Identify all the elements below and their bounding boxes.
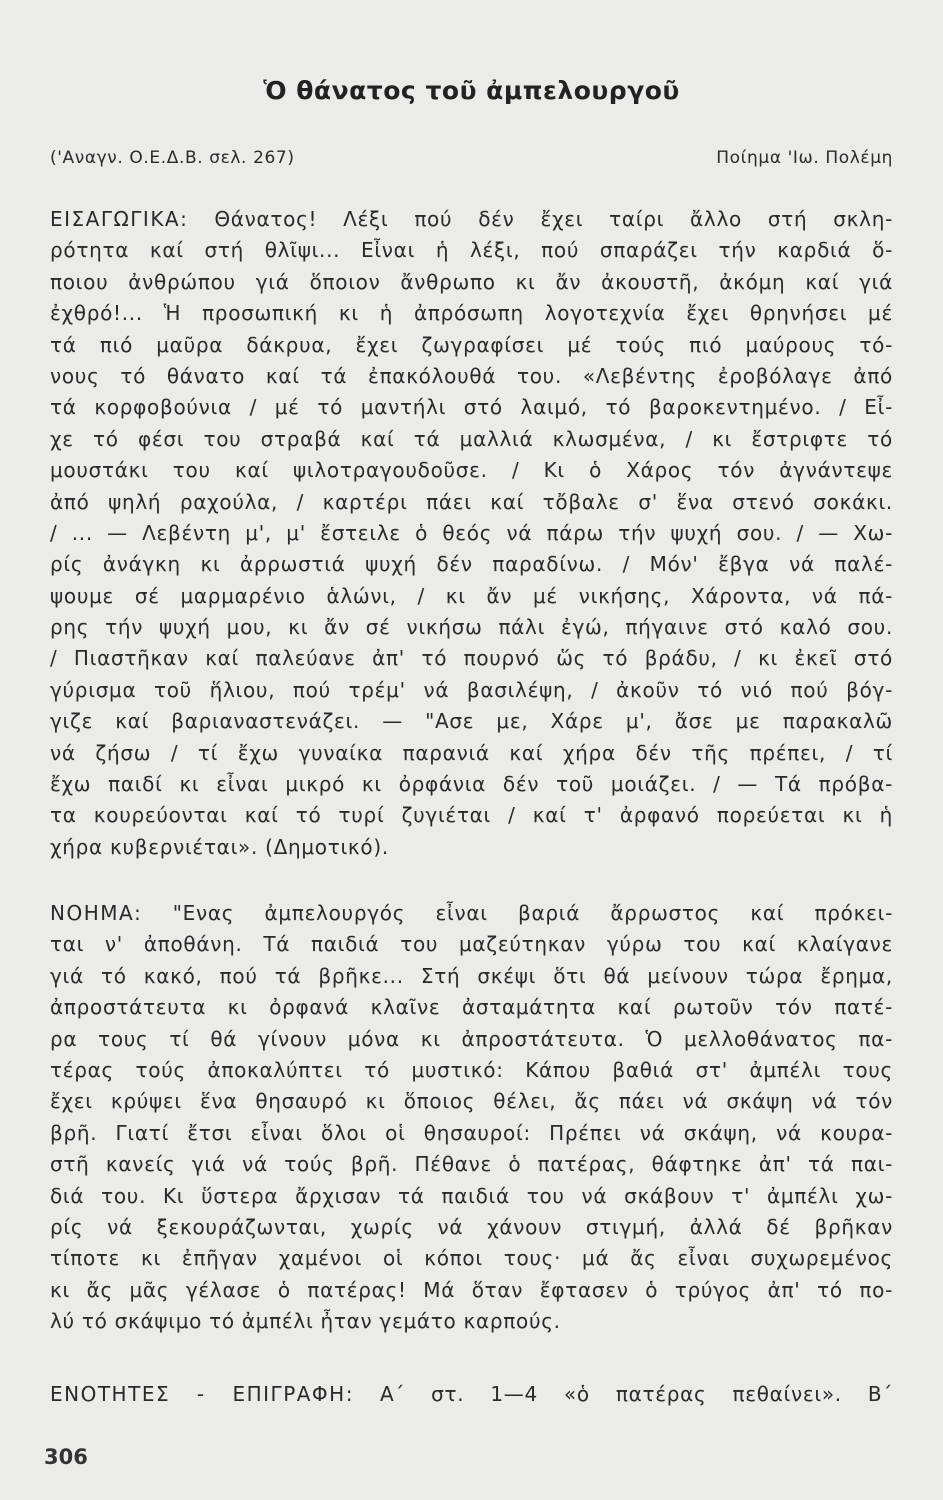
meaning-section xyxy=(50,898,893,1337)
intro-line: γιζε καί βαριαναστενάζει. — "Ασε με, Χάρε μ', ἄσε με παρακαλῶ xyxy=(50,709,893,734)
intro-line: γύρισμα τοῦ ἥλιου, πού τρέμ' νά βασιλέψη, / ἀκοῦν τό νιό πού βόγ- xyxy=(50,677,893,702)
intro-line: τά κορφοβούνια / μέ τό μαντήλι στό λαιμό, τό βαροκεντημένο. / Εἶ- xyxy=(50,395,893,420)
units-line xyxy=(50,1376,893,1412)
intro-line: νους τό θάνατο καί τά ἐπακόλουθά του. «Λεβέντης ἐροβόλαγε ἀπό xyxy=(50,363,893,388)
page-title: Ὁ θάνατος τοῦ ἀμπελουργοῦ xyxy=(263,76,680,105)
units-text: Α΄ στ. 1—4 «ὁ πατέρας πεθαίνει». Β΄ xyxy=(380,1382,894,1406)
meaning-line: ΝΟΗΜΑ: "Ενας ἀμπελουργός εἶναι βαριά ἄρρωστος καί πρόκει- xyxy=(50,901,893,925)
meaning-line: ἀπροστάτευτα κι ὀρφανά κλαῖνε ἀσταμάτητα καί ρωτοῦν τόν πατέ- xyxy=(50,995,893,1020)
meaning-line: τίποτε κι ἐπῆγαν χαμένοι οἱ κόποι τους· μά ἄς εἶναι συχωρεμένος xyxy=(50,1246,893,1271)
intro-line: τά πιό μαῦρα δάκρυα, ἔχει ζωγραφίσει μέ τούς πιό μαύρους τό- xyxy=(50,332,893,357)
intro-line: ρης τήν ψυχή μου, κι ἄν σέ νικήσω πάλι ἐγώ, πήγαινε στό καλό σου. xyxy=(50,615,893,640)
intro-line: χε τό φέσι του στραβά καί τά μαλλιά κλωσμένα, / κι ἔστριφτε τό xyxy=(50,426,893,451)
meaning-line: ἔχει κρύψει ἕνα θησαυρό κι ὅποιος θέλει, ἄς πάει νά σκάψη νά τόν xyxy=(50,1089,893,1114)
meaning-line: στῆ κανείς γιά νά τούς βρῆ. Πέθανε ὁ πατέρας, θάφτηκε ἀπ' τά παι- xyxy=(50,1152,893,1177)
meaning-line: κι ἄς μᾶς γέλασε ὁ πατέρας! Μά ὅταν ἔφτασεν ὁ τρύγος ἀπ' τό πο- xyxy=(50,1277,893,1302)
meaning-line: λύ τό σκάψιμο τό ἀμπέλι ἦταν γεμάτο καρπούς. xyxy=(50,1309,561,1334)
intro-line: ποιου ἀνθρώπου γιά ὅποιον ἄνθρωπο κι ἄν ἀκουστῆ, ἀκόμη καί γιά xyxy=(50,269,893,294)
meaning-line: βρῆ. Γιατί ἔτσι εἶναι ὅλοι οἱ θησαυροί: Πρέπει νά σκάψη, νά κουρα- xyxy=(50,1120,893,1145)
intro-line: / Πιαστῆκαν καί παλεύανε ἀπ' τό πουρνό ὥς τό βράδυ, / κι ἐκεῖ στό xyxy=(50,646,893,671)
meaning-label: ΝΟΗΜΑ: xyxy=(50,901,143,925)
source-reference: ('Αναγν. Ο.Ε.Δ.Β. σελ. 267) xyxy=(50,148,295,168)
meaning-line: ρα τους τί θά γίνουν μόνα κι ἀπροστάτευτα. Ὁ μελλοθάνατος πα- xyxy=(50,1026,893,1051)
page-number: 306 xyxy=(44,1445,88,1469)
intro-line: ψουμε σέ μαρμαρένιο ἁλώνι, / κι ἄν μέ νικήσης, Χάροντα, νά πά- xyxy=(50,583,893,608)
meaning-line: ται ν' ἀποθάνη. Τά παιδιά του μαζεύτηκαν γύρω του καί κλαίγανε xyxy=(50,932,893,957)
intro-line: ΕΙΣΑΓΩΓΙΚΑ: Θάνατος! Λέξι πού δέν ἔχει ταίρι ἄλλο στή σκλη- xyxy=(50,207,893,231)
intro-line: ρίς ἀνάγκη κι ἀρρωστιά ψυχή δέν παραδίνω. / Μόν' ἔβγα νά παλέ- xyxy=(50,552,893,577)
intro-line: ρότητα καί στή θλῖψι... Εἶναι ἡ λέξι, πού σπαράζει τήν καρδιά ὅ- xyxy=(50,238,893,263)
meaning-line: διά του. Κι ὕστερα ἄρχισαν τά παιδιά του νά σκάβουν τ' ἀμπέλι χω- xyxy=(50,1183,893,1208)
meaning-line: ρίς νά ξεκουράζωνται, χωρίς νά χάνουν στιγμή, ἀλλά δέ βρῆκαν xyxy=(50,1214,893,1239)
units-label: ΕΝΟΤΗΤΕΣ - ΕΠΙΓΡΑΦΗ: xyxy=(50,1382,354,1406)
intro-line: τα κουρεύονται καί τό τυρί ζυγιέται / καί τ' ἀρφανό πορεύεται κι ἡ xyxy=(50,803,893,828)
poem-credit: Ποίημα 'Ιω. Πολέμη xyxy=(716,148,893,168)
intro-line: ἀπό ψηλή ραχούλα, / καρτέρι πάει καί τὄβαλε σ' ἕνα στενό σοκάκι. xyxy=(50,489,893,514)
intro-line: μουστάκι του καί ψιλοτραγουδοῦσε. / Κι ὁ Χάρος τόν ἀγνάντεψε xyxy=(50,458,893,483)
intro-line: ἔχω παιδί κι εἶναι μικρό κι ὀρφάνια δέν τοῦ μοιάζει. / — Τά πρόβα- xyxy=(50,772,893,797)
intro-line: χήρα κυβερνιέται». (Δημοτικό). xyxy=(50,834,389,859)
intro-line: νά ζήσω / τί ἔχω γυναίκα παρανιά καί χήρα δέν τῆς πρέπει, / τί xyxy=(50,740,893,765)
intro-line: / ... — Λεβέντη μ', μ' ἔστειλε ὁ θεός νά πάρω τήν ψυχή σου. / — Χω- xyxy=(50,520,893,545)
intro-label: ΕΙΣΑΓΩΓΙΚΑ: xyxy=(50,207,189,231)
meaning-line: γιά τό κακό, πού τά βρῆκε... Στή σκέψι ὅτι θά μείνουν τώρα ἔρημα, xyxy=(50,963,893,988)
intro-section xyxy=(50,204,893,863)
intro-line: ἐχθρό!... Ἡ προσωπική κι ἡ ἀπρόσωπη λογοτεχνία ἔχει θρηνήσει μέ xyxy=(50,301,893,326)
meaning-line: τέρας τούς ἀποκαλύπτει τό μυστικό: Κάπου βαθιά στ' ἀμπέλι τους xyxy=(50,1057,893,1082)
